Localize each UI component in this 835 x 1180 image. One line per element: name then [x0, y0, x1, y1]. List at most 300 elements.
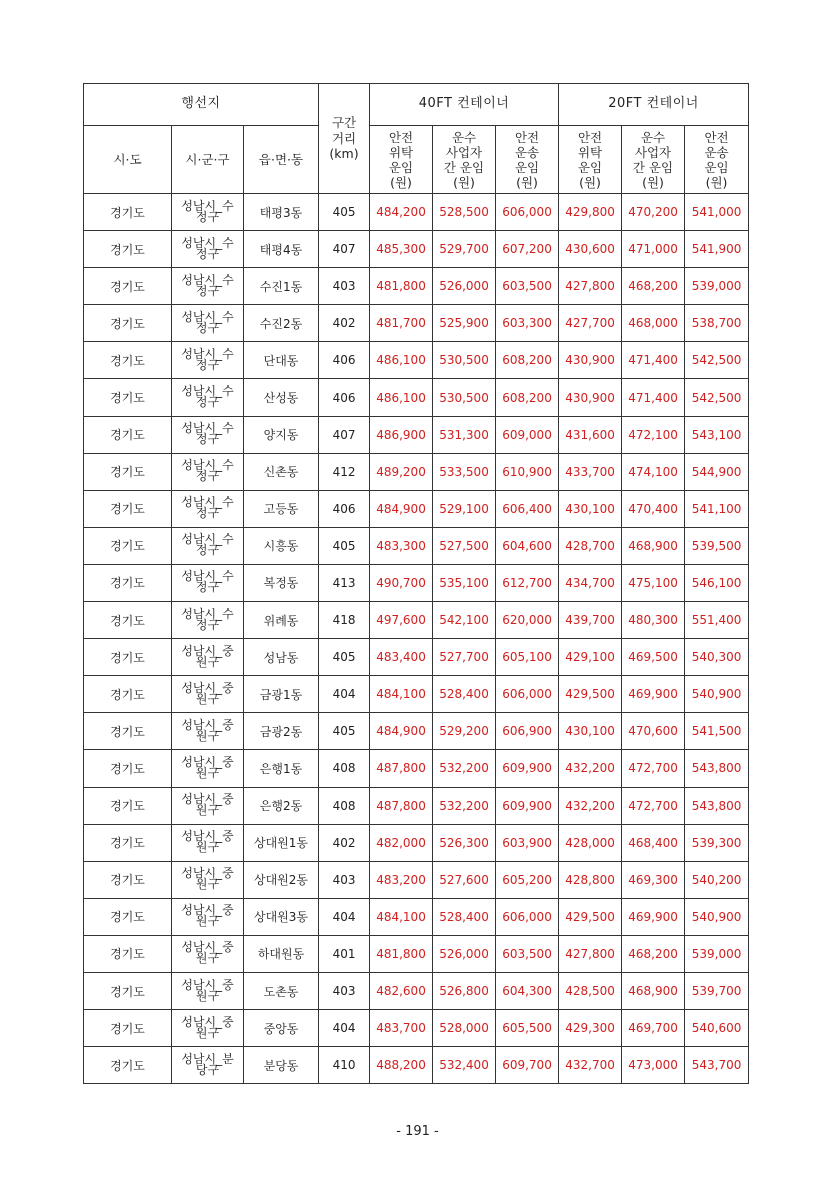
cell-40ft-transport-fare: 603,900	[496, 824, 559, 861]
cell-40ft-transport-fare: 609,900	[496, 787, 559, 824]
table-row	[84, 935, 749, 972]
cell-40ft-safety-fare: 497,600	[370, 602, 433, 639]
cell-40ft-safety-fare: 488,200	[370, 1047, 433, 1084]
cell-sigungu	[172, 527, 244, 564]
cell-sido: 경기도	[84, 564, 172, 601]
table-row	[84, 416, 749, 453]
cell-40ft-carrier-fare: 528,500	[433, 194, 496, 231]
cell-40ft-carrier-fare: 533,500	[433, 453, 496, 490]
cell-sido: 경기도	[84, 639, 172, 676]
table-row	[84, 342, 749, 379]
cell-sigungu	[172, 787, 244, 824]
cell-sido: 경기도	[84, 935, 172, 972]
cell-dong: 위례동	[244, 602, 319, 639]
cell-20ft-carrier-fare: 471,400	[622, 379, 685, 416]
cell-40ft-transport-fare: 603,500	[496, 935, 559, 972]
cell-40ft-safety-fare: 484,900	[370, 490, 433, 527]
cell-dong: 산성동	[244, 379, 319, 416]
sigungu-line-1: 성남시_중	[181, 754, 234, 769]
cell-sigungu	[172, 1047, 244, 1084]
sigungu-line-1: 성남시_중	[181, 829, 234, 844]
sigungu-line-1: 성남시_중	[181, 643, 234, 658]
cell-20ft-carrier-fare: 474,100	[622, 453, 685, 490]
cell-20ft-transport-fare: 539,000	[685, 268, 749, 305]
cell-dong: 상대원2동	[244, 861, 319, 898]
sigungu-line-1: 성남시_중	[181, 792, 234, 807]
cell-dong: 단대동	[244, 342, 319, 379]
cell-20ft-transport-fare: 542,500	[685, 342, 749, 379]
cell-20ft-carrier-fare: 469,900	[622, 676, 685, 713]
sigungu-line-1: 성남시_수	[181, 421, 234, 436]
cell-20ft-safety-fare: 439,700	[559, 602, 622, 639]
sigungu-line-2: 정구	[195, 506, 220, 521]
header-20ft-carrier-fare: 운수 사업자 간 운임 (원)	[622, 126, 685, 194]
sigungu-line-2: 정구	[195, 209, 220, 224]
cell-40ft-safety-fare: 481,800	[370, 935, 433, 972]
cell-40ft-carrier-fare: 527,500	[433, 527, 496, 564]
cell-20ft-safety-fare: 429,300	[559, 1010, 622, 1047]
cell-20ft-transport-fare: 539,300	[685, 824, 749, 861]
sigungu-line-2: 원구	[195, 728, 220, 743]
sigungu-line-1: 성남시_수	[181, 532, 234, 547]
cell-sigungu	[172, 490, 244, 527]
cell-20ft-carrier-fare: 468,200	[622, 268, 685, 305]
cell-sigungu	[172, 935, 244, 972]
cell-20ft-safety-fare: 432,200	[559, 787, 622, 824]
cell-20ft-carrier-fare: 468,900	[622, 527, 685, 564]
cell-20ft-safety-fare: 433,700	[559, 453, 622, 490]
cell-40ft-transport-fare: 606,000	[496, 676, 559, 713]
cell-dong: 고등동	[244, 490, 319, 527]
cell-40ft-carrier-fare: 535,100	[433, 564, 496, 601]
cell-40ft-transport-fare: 606,400	[496, 490, 559, 527]
table-row	[84, 787, 749, 824]
header-sigungu: 시·군·구	[172, 126, 244, 194]
sigungu-line-2: 원구	[195, 914, 220, 929]
cell-40ft-carrier-fare: 526,000	[433, 268, 496, 305]
cell-40ft-transport-fare: 603,300	[496, 305, 559, 342]
cell-40ft-carrier-fare: 527,600	[433, 861, 496, 898]
cell-20ft-transport-fare: 540,200	[685, 861, 749, 898]
header-20ft-transport-fare: 안전 운송 운임 (원)	[685, 126, 749, 194]
sigungu-line-1: 성남시_수	[181, 384, 234, 399]
sigungu-line-2: 정구	[195, 617, 220, 632]
cell-dong: 복정동	[244, 564, 319, 601]
sigungu-line-2: 정구	[195, 246, 220, 261]
cell-20ft-safety-fare: 430,100	[559, 490, 622, 527]
cell-sido: 경기도	[84, 379, 172, 416]
cell-20ft-safety-fare: 429,500	[559, 676, 622, 713]
cell-20ft-safety-fare: 428,700	[559, 527, 622, 564]
cell-dong: 시흥동	[244, 527, 319, 564]
cell-distance: 418	[319, 602, 370, 639]
cell-dong: 도촌동	[244, 972, 319, 1009]
cell-20ft-carrier-fare: 469,700	[622, 1010, 685, 1047]
cell-dong: 상대원1동	[244, 824, 319, 861]
cell-40ft-transport-fare: 603,500	[496, 268, 559, 305]
cell-sigungu	[172, 898, 244, 935]
cell-20ft-transport-fare: 541,500	[685, 713, 749, 750]
sigungu-line-1: 성남시_수	[181, 458, 234, 473]
sigungu-line-1: 성남시_분	[181, 1051, 234, 1066]
table-row	[84, 231, 749, 268]
cell-dong: 분당동	[244, 1047, 319, 1084]
cell-20ft-safety-fare: 434,700	[559, 564, 622, 601]
cell-40ft-carrier-fare: 530,500	[433, 379, 496, 416]
cell-40ft-carrier-fare: 531,300	[433, 416, 496, 453]
cell-20ft-safety-fare: 427,700	[559, 305, 622, 342]
cell-distance: 406	[319, 379, 370, 416]
table-row	[84, 639, 749, 676]
cell-40ft-transport-fare: 605,100	[496, 639, 559, 676]
sigungu-line-2: 원구	[195, 840, 220, 855]
cell-20ft-transport-fare: 544,900	[685, 453, 749, 490]
cell-20ft-transport-fare: 543,800	[685, 787, 749, 824]
cell-20ft-transport-fare: 539,000	[685, 935, 749, 972]
cell-20ft-safety-fare: 430,100	[559, 713, 622, 750]
cell-distance: 405	[319, 527, 370, 564]
sigungu-line-1: 성남시_수	[181, 272, 234, 287]
cell-dong: 수진1동	[244, 268, 319, 305]
cell-40ft-safety-fare: 487,800	[370, 787, 433, 824]
cell-dong: 수진2동	[244, 305, 319, 342]
cell-20ft-transport-fare: 542,500	[685, 379, 749, 416]
cell-dong: 금광1동	[244, 676, 319, 713]
cell-distance: 404	[319, 898, 370, 935]
cell-20ft-safety-fare: 428,500	[559, 972, 622, 1009]
cell-sido: 경기도	[84, 342, 172, 379]
cell-sigungu	[172, 1010, 244, 1047]
cell-40ft-safety-fare: 489,200	[370, 453, 433, 490]
cell-20ft-transport-fare: 541,900	[685, 231, 749, 268]
cell-dong: 태평3동	[244, 194, 319, 231]
cell-40ft-safety-fare: 484,100	[370, 898, 433, 935]
sigungu-line-1: 성남시_중	[181, 940, 234, 955]
cell-sido: 경기도	[84, 305, 172, 342]
cell-sido: 경기도	[84, 824, 172, 861]
sigungu-line-1: 성남시_중	[181, 977, 234, 992]
cell-20ft-carrier-fare: 469,900	[622, 898, 685, 935]
cell-distance: 401	[319, 935, 370, 972]
cell-distance: 403	[319, 861, 370, 898]
cell-distance: 405	[319, 713, 370, 750]
cell-40ft-carrier-fare: 532,400	[433, 1047, 496, 1084]
cell-40ft-carrier-fare: 526,000	[433, 935, 496, 972]
cell-20ft-safety-fare: 430,900	[559, 379, 622, 416]
cell-20ft-transport-fare: 551,400	[685, 602, 749, 639]
cell-40ft-transport-fare: 605,200	[496, 861, 559, 898]
cell-20ft-transport-fare: 539,500	[685, 527, 749, 564]
table-row	[84, 564, 749, 601]
fare-table	[83, 83, 749, 1084]
cell-sido: 경기도	[84, 453, 172, 490]
cell-sigungu	[172, 268, 244, 305]
cell-40ft-carrier-fare: 532,200	[433, 750, 496, 787]
table-header	[84, 84, 749, 194]
cell-distance: 404	[319, 676, 370, 713]
cell-40ft-transport-fare: 607,200	[496, 231, 559, 268]
cell-distance: 412	[319, 453, 370, 490]
cell-distance: 402	[319, 824, 370, 861]
sigungu-line-1: 성남시_수	[181, 346, 234, 361]
cell-40ft-carrier-fare: 528,400	[433, 898, 496, 935]
cell-20ft-carrier-fare: 475,100	[622, 564, 685, 601]
cell-20ft-safety-fare: 431,600	[559, 416, 622, 453]
cell-40ft-safety-fare: 484,200	[370, 194, 433, 231]
cell-40ft-safety-fare: 482,600	[370, 972, 433, 1009]
page-number: - 191 -	[396, 1124, 439, 1139]
cell-20ft-carrier-fare: 472,100	[622, 416, 685, 453]
cell-20ft-transport-fare: 541,000	[685, 194, 749, 231]
cell-dong: 은행2동	[244, 787, 319, 824]
table-row	[84, 527, 749, 564]
sigungu-line-2: 원구	[195, 765, 220, 780]
sigungu-line-2: 정구	[195, 543, 220, 558]
cell-20ft-transport-fare: 540,900	[685, 676, 749, 713]
cell-20ft-safety-fare: 432,700	[559, 1047, 622, 1084]
cell-20ft-transport-fare: 543,100	[685, 416, 749, 453]
cell-sigungu	[172, 713, 244, 750]
cell-sido: 경기도	[84, 750, 172, 787]
cell-20ft-carrier-fare: 472,700	[622, 750, 685, 787]
cell-40ft-carrier-fare: 527,700	[433, 639, 496, 676]
cell-20ft-safety-fare: 428,800	[559, 861, 622, 898]
cell-20ft-carrier-fare: 471,000	[622, 231, 685, 268]
cell-20ft-carrier-fare: 470,600	[622, 713, 685, 750]
cell-dong: 중앙동	[244, 1010, 319, 1047]
cell-40ft-transport-fare: 608,200	[496, 379, 559, 416]
cell-20ft-transport-fare: 540,900	[685, 898, 749, 935]
cell-40ft-transport-fare: 604,600	[496, 527, 559, 564]
sigungu-line-2: 정구	[195, 357, 220, 372]
sigungu-line-2: 원구	[195, 691, 220, 706]
cell-40ft-carrier-fare: 526,800	[433, 972, 496, 1009]
cell-dong: 신촌동	[244, 453, 319, 490]
header-region: 행선지	[84, 84, 319, 126]
cell-20ft-transport-fare: 540,600	[685, 1010, 749, 1047]
cell-20ft-carrier-fare: 470,400	[622, 490, 685, 527]
table-row	[84, 268, 749, 305]
cell-dong: 태평4동	[244, 231, 319, 268]
sigungu-line-2: 정구	[195, 469, 220, 484]
cell-20ft-carrier-fare: 472,700	[622, 787, 685, 824]
cell-20ft-carrier-fare: 469,500	[622, 639, 685, 676]
table-row	[84, 824, 749, 861]
header-40ft: 40FT 컨테이너	[370, 84, 559, 126]
cell-sido: 경기도	[84, 194, 172, 231]
cell-sido: 경기도	[84, 972, 172, 1009]
sigungu-line-2: 원구	[195, 1025, 220, 1040]
cell-20ft-transport-fare: 546,100	[685, 564, 749, 601]
cell-40ft-safety-fare: 486,100	[370, 342, 433, 379]
cell-sido: 경기도	[84, 713, 172, 750]
table-row	[84, 305, 749, 342]
header-sido: 시·도	[84, 126, 172, 194]
cell-20ft-transport-fare: 543,700	[685, 1047, 749, 1084]
cell-sido: 경기도	[84, 676, 172, 713]
cell-40ft-safety-fare: 483,400	[370, 639, 433, 676]
cell-40ft-safety-fare: 483,700	[370, 1010, 433, 1047]
sigungu-line-2: 원구	[195, 951, 220, 966]
cell-40ft-transport-fare: 609,700	[496, 1047, 559, 1084]
cell-20ft-carrier-fare: 468,900	[622, 972, 685, 1009]
cell-sigungu	[172, 676, 244, 713]
cell-distance: 402	[319, 305, 370, 342]
header-20ft: 20FT 컨테이너	[559, 84, 749, 126]
cell-20ft-transport-fare: 538,700	[685, 305, 749, 342]
sigungu-line-2: 원구	[195, 654, 220, 669]
cell-sigungu	[172, 639, 244, 676]
sigungu-line-2: 당구	[195, 1062, 220, 1077]
table-row	[84, 453, 749, 490]
cell-20ft-safety-fare: 429,800	[559, 194, 622, 231]
header-40ft-safety-fare: 안전 위탁 운임 (원)	[370, 126, 433, 194]
cell-distance: 403	[319, 972, 370, 1009]
table-row	[84, 972, 749, 1009]
cell-sido: 경기도	[84, 1047, 172, 1084]
cell-sido: 경기도	[84, 898, 172, 935]
cell-distance: 408	[319, 787, 370, 824]
cell-20ft-transport-fare: 539,700	[685, 972, 749, 1009]
cell-20ft-carrier-fare: 470,200	[622, 194, 685, 231]
cell-sigungu	[172, 453, 244, 490]
sigungu-line-1: 성남시_수	[181, 606, 234, 621]
cell-40ft-safety-fare: 481,700	[370, 305, 433, 342]
sigungu-line-2: 정구	[195, 432, 220, 447]
sigungu-line-2: 정구	[195, 283, 220, 298]
cell-dong: 은행1동	[244, 750, 319, 787]
cell-distance: 406	[319, 490, 370, 527]
sigungu-line-1: 성남시_중	[181, 717, 234, 732]
cell-20ft-safety-fare: 430,600	[559, 231, 622, 268]
cell-40ft-carrier-fare: 529,700	[433, 231, 496, 268]
cell-20ft-carrier-fare: 471,400	[622, 342, 685, 379]
cell-20ft-carrier-fare: 468,200	[622, 935, 685, 972]
cell-sigungu	[172, 750, 244, 787]
cell-sido: 경기도	[84, 1010, 172, 1047]
sigungu-line-1: 성남시_중	[181, 1014, 234, 1029]
cell-sido: 경기도	[84, 231, 172, 268]
cell-40ft-transport-fare: 604,300	[496, 972, 559, 1009]
sigungu-line-2: 정구	[195, 395, 220, 410]
cell-40ft-safety-fare: 483,300	[370, 527, 433, 564]
cell-sido: 경기도	[84, 416, 172, 453]
cell-40ft-safety-fare: 484,100	[370, 676, 433, 713]
cell-20ft-carrier-fare: 468,000	[622, 305, 685, 342]
table-row	[84, 713, 749, 750]
cell-20ft-transport-fare: 540,300	[685, 639, 749, 676]
cell-20ft-safety-fare: 429,100	[559, 639, 622, 676]
cell-distance: 408	[319, 750, 370, 787]
cell-sigungu	[172, 231, 244, 268]
cell-distance: 407	[319, 416, 370, 453]
cell-dong: 하대원동	[244, 935, 319, 972]
cell-sigungu	[172, 194, 244, 231]
cell-sigungu	[172, 379, 244, 416]
sigungu-line-1: 성남시_수	[181, 235, 234, 250]
cell-40ft-safety-fare: 485,300	[370, 231, 433, 268]
cell-40ft-safety-fare: 484,900	[370, 713, 433, 750]
cell-40ft-transport-fare: 606,000	[496, 194, 559, 231]
cell-20ft-transport-fare: 541,100	[685, 490, 749, 527]
cell-dong: 금광2동	[244, 713, 319, 750]
cell-20ft-safety-fare: 427,800	[559, 935, 622, 972]
table-row	[84, 194, 749, 231]
cell-40ft-transport-fare: 612,700	[496, 564, 559, 601]
cell-40ft-safety-fare: 490,700	[370, 564, 433, 601]
cell-sido: 경기도	[84, 602, 172, 639]
cell-40ft-transport-fare: 608,200	[496, 342, 559, 379]
cell-distance: 410	[319, 1047, 370, 1084]
header-eupmyeondong: 읍·면·동	[244, 126, 319, 194]
cell-40ft-carrier-fare: 528,000	[433, 1010, 496, 1047]
cell-sido: 경기도	[84, 527, 172, 564]
sigungu-line-1: 성남시_수	[181, 309, 234, 324]
table-row	[84, 490, 749, 527]
table-row	[84, 750, 749, 787]
cell-distance: 405	[319, 194, 370, 231]
cell-40ft-transport-fare: 605,500	[496, 1010, 559, 1047]
table-row	[84, 898, 749, 935]
cell-40ft-transport-fare: 610,900	[496, 453, 559, 490]
sigungu-line-1: 성남시_중	[181, 866, 234, 881]
cell-40ft-carrier-fare: 530,500	[433, 342, 496, 379]
sigungu-line-2: 원구	[195, 988, 220, 1003]
cell-40ft-carrier-fare: 526,300	[433, 824, 496, 861]
cell-20ft-safety-fare: 430,900	[559, 342, 622, 379]
table-row	[84, 1010, 749, 1047]
cell-distance: 405	[319, 639, 370, 676]
cell-sido: 경기도	[84, 268, 172, 305]
cell-40ft-transport-fare: 606,900	[496, 713, 559, 750]
cell-sigungu	[172, 861, 244, 898]
sigungu-line-1: 성남시_수	[181, 569, 234, 584]
cell-distance: 403	[319, 268, 370, 305]
cell-sigungu	[172, 342, 244, 379]
cell-sigungu	[172, 416, 244, 453]
cell-40ft-carrier-fare: 529,100	[433, 490, 496, 527]
cell-40ft-safety-fare: 483,200	[370, 861, 433, 898]
cell-40ft-transport-fare: 609,000	[496, 416, 559, 453]
cell-sido: 경기도	[84, 490, 172, 527]
table-row	[84, 676, 749, 713]
cell-20ft-carrier-fare: 468,400	[622, 824, 685, 861]
cell-40ft-carrier-fare: 529,200	[433, 713, 496, 750]
cell-dong: 상대원3동	[244, 898, 319, 935]
cell-distance: 404	[319, 1010, 370, 1047]
cell-dong: 성남동	[244, 639, 319, 676]
cell-sigungu	[172, 824, 244, 861]
table-body	[84, 194, 749, 1084]
cell-40ft-safety-fare: 486,100	[370, 379, 433, 416]
cell-sido: 경기도	[84, 787, 172, 824]
sigungu-line-1: 성남시_중	[181, 680, 234, 695]
cell-40ft-safety-fare: 486,900	[370, 416, 433, 453]
cell-20ft-safety-fare: 427,800	[559, 268, 622, 305]
cell-distance: 413	[319, 564, 370, 601]
sigungu-line-2: 정구	[195, 320, 220, 335]
cell-40ft-transport-fare: 609,900	[496, 750, 559, 787]
sigungu-line-2: 정구	[195, 580, 220, 595]
sigungu-line-1: 성남시_수	[181, 198, 234, 213]
cell-dong: 양지동	[244, 416, 319, 453]
cell-20ft-carrier-fare: 480,300	[622, 602, 685, 639]
cell-20ft-safety-fare: 429,500	[559, 898, 622, 935]
table-row	[84, 379, 749, 416]
cell-40ft-transport-fare: 620,000	[496, 602, 559, 639]
cell-distance: 406	[319, 342, 370, 379]
cell-sigungu	[172, 602, 244, 639]
